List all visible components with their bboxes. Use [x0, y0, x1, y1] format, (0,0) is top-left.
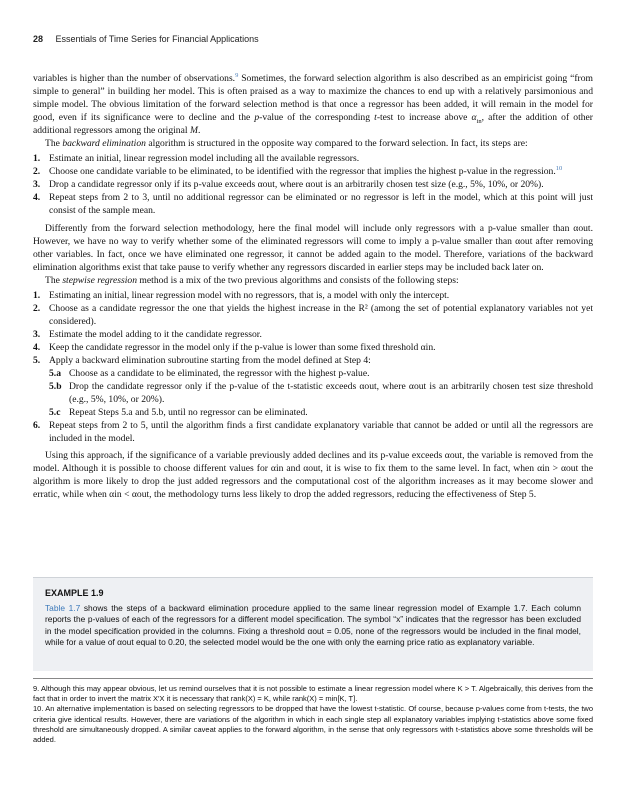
- text-run: method is a mix of the two previous algorithms and consists of the following steps:: [137, 274, 459, 286]
- step-number: 5.b: [49, 381, 62, 393]
- list-item: [49, 406, 593, 419]
- step-number: 5.c: [49, 407, 61, 419]
- text-run: Sometimes, the forward selection algorithm is also described as an empiricist going “from simple to general” in building her model. This is often praised as a way to maximize the chances to end up with a relatively parsimonious and simple model. The obvious limitation of the forward selection method is that once a regressor has been added, it will remain in the model for good, even if its significance were to decline and the: [33, 73, 593, 124]
- term-backward-elimination: backward elimination: [62, 138, 146, 150]
- page-number: 28: [33, 34, 44, 44]
- alpha-symbol: α: [471, 112, 477, 124]
- footnotes: [33, 678, 593, 745]
- step-number: 1.: [33, 153, 41, 165]
- step-text: Choose as a candidate regressor the one that yields the highest increase in the R² (among the set of potential explanatory variables not yet considered).: [49, 302, 593, 327]
- paragraph-stepwise-discussion: Using this approach, if the significance of a variable previously added declines and its p-value exceeds αout, the variable is removed from the model. Although it is possible to choose different values for αin and αout, it is wise to fix them to the same level. In fact, when αin > αout the algorithm is more likely to drop the just added regressors and the computational cost of the algorithm increases as it may become slower and erratic, while when αin < αout, the methodology turns less likely to drop the added regressors, reducing the effectiveness of Step 5.: [33, 450, 593, 501]
- step-number: 4.: [33, 192, 41, 204]
- list-item: [33, 354, 593, 419]
- step-number: 6.: [33, 420, 41, 432]
- step-text: Estimate the model adding to it the candidate regressor.: [49, 328, 262, 340]
- stepwise-steps-list: [33, 289, 593, 446]
- list-item: [33, 191, 593, 217]
- paragraph-forward-selection: [33, 72, 593, 137]
- step-number: 2.: [33, 302, 41, 314]
- subscript: in: [476, 118, 482, 126]
- text-run: .: [197, 125, 201, 137]
- paragraph-stepwise-intro: [33, 274, 593, 287]
- step-text: Drop the candidate regressor only if the p-value of the t-statistic exceeds αout, where αout is an arbitrarily chosen test size threshold (e.g., 5%, 10%, or 20%).: [69, 381, 593, 406]
- step-text: Apply a backward elimination subroutine starting from the model defined at Step 4:: [49, 354, 371, 366]
- step-number: 4.: [33, 341, 41, 353]
- step-text: Repeat Steps 5.a and 5.b, until no regressor can be eliminated.: [69, 407, 308, 419]
- text-run: The: [45, 274, 63, 286]
- list-item: [33, 302, 593, 328]
- term-stepwise-regression: stepwise regression: [62, 274, 138, 286]
- footnote-10: 10. An alternative implementation is based on selecting regressors to be dropped that have the lowest t-statistic. Of course, because p-values come from t-tests, the two criteria give identical results. However, there are variations of the algorithm in which in each single step all explanatory variables implying t-statistics above some fixed threshold are simultaneously dropped. A similar caveat applies to the forward algorithm, in the sense that only regressors with t-statistics above some thresholds will be added.: [33, 704, 593, 745]
- text-run: M: [189, 125, 198, 137]
- example-text: shows the steps of a backward elimination procedure applied to the same linear regression model of Example 1.7. Each column reports the p-values of each of the regressors for a different model specification. The symbol “x” indicates that the regressor has been excluded in the model specification provided in the columns. Fixing a threshold αout = 0.05, none of the regressors would be included in the final model, while for a value of αout equal to 0.20, the selected model would be the one with only the earning price ratio as explanatory variable.: [45, 603, 581, 647]
- step-number: 3.: [33, 179, 41, 191]
- list-item: [33, 178, 593, 191]
- step-text: Estimate an initial, linear regression model including all the available regressors.: [49, 153, 360, 165]
- step5-sublist: [49, 367, 593, 419]
- step-number: 2.: [33, 166, 41, 178]
- step-text: Keep the candidate regressor in the model only if the p-value is lower than some fixed threshold αin.: [49, 341, 436, 353]
- footnote-9: 9. Although this may appear obvious, let us remind ourselves that it is not possible to estimate a linear regression model where K > T. Algebraically, this derives from the fact that in order to invert the matrix X′X it is necessary that rank(X) = K, while rank(X) = min[K, T].: [33, 684, 593, 704]
- step-text: Estimating an initial, linear regression model with no regressors, that is, a model with only the intercept.: [49, 289, 450, 301]
- list-item: [33, 289, 593, 302]
- step-number: 1.: [33, 289, 41, 301]
- text-run: -value of the corresponding: [259, 112, 375, 124]
- text-run: -test to increase above: [376, 112, 472, 124]
- step-text: Choose as a candidate to be eliminated, the regressor with the highest p-value.: [69, 368, 370, 380]
- text-run: , after the addition of other additional regressors among the original: [33, 112, 593, 137]
- list-item: [33, 341, 593, 354]
- list-item: [49, 367, 593, 380]
- text-run: algorithm is structured in the opposite way compared to the forward selection. In fact, its steps are:: [145, 138, 528, 150]
- step-number: 5.: [33, 354, 41, 366]
- step-text: Repeat steps from 2 to 5, until the algorithm finds a first candidate explanatory variable that cannot be added or until all the regressors are included in the model.: [49, 420, 593, 445]
- backward-steps-list: [33, 152, 593, 217]
- footnote-ref-10[interactable]: 10: [555, 165, 563, 173]
- text-run: p: [254, 112, 260, 124]
- table-link[interactable]: Table 1.7: [45, 603, 81, 614]
- page-header: [33, 34, 593, 44]
- list-item: [33, 165, 593, 178]
- footnote-ref-9[interactable]: 9: [235, 71, 239, 79]
- step-text: Drop a candidate regressor only if its p-value exceeds αout, where αout is an arbitrarily chosen test size (e.g., 5%, 10%, or 20%).: [49, 179, 544, 191]
- text-run: t: [374, 112, 377, 124]
- list-item: [33, 328, 593, 341]
- text-run: The: [45, 138, 63, 150]
- step-text: Choose one candidate variable to be eliminated, to be identified with the regressor that implies the highest p-value in the regression.: [49, 166, 556, 178]
- list-item: [33, 419, 593, 445]
- body-text: [33, 72, 593, 502]
- example-title: EXAMPLE 1.9: [45, 588, 104, 598]
- example-box: [33, 577, 593, 671]
- paragraph-backward-intro: [33, 137, 593, 150]
- paragraph-backward-discussion: Differently from the forward selection methodology, here the final model will include only regressors with a p-value smaller than αout. However, we have no way to verify whether some of the eliminated regressors will come to imply a p-value smaller than αout after removing other variables. In fact, once we have eliminated one regressor, it cannot be added again to the model. Therefore, variations of the backward elimination algorithms exist that take pause to verify whether any regressors discarded in earlier steps may be included back later on.: [33, 222, 593, 273]
- step-number: 5.a: [49, 368, 61, 380]
- list-item: [33, 152, 593, 165]
- example-body: [45, 603, 581, 648]
- text-run: variables is higher than the number of observations.: [33, 73, 236, 84]
- running-title: Essentials of Time Series for Financial Applications: [55, 34, 259, 44]
- step-number: 3.: [33, 328, 41, 340]
- list-item: [49, 380, 593, 406]
- step-text: Repeat steps from 2 to 3, until no additional regressor can be eliminated or no regressor is left in the model, which at this point will just consist of the sample mean.: [49, 192, 593, 217]
